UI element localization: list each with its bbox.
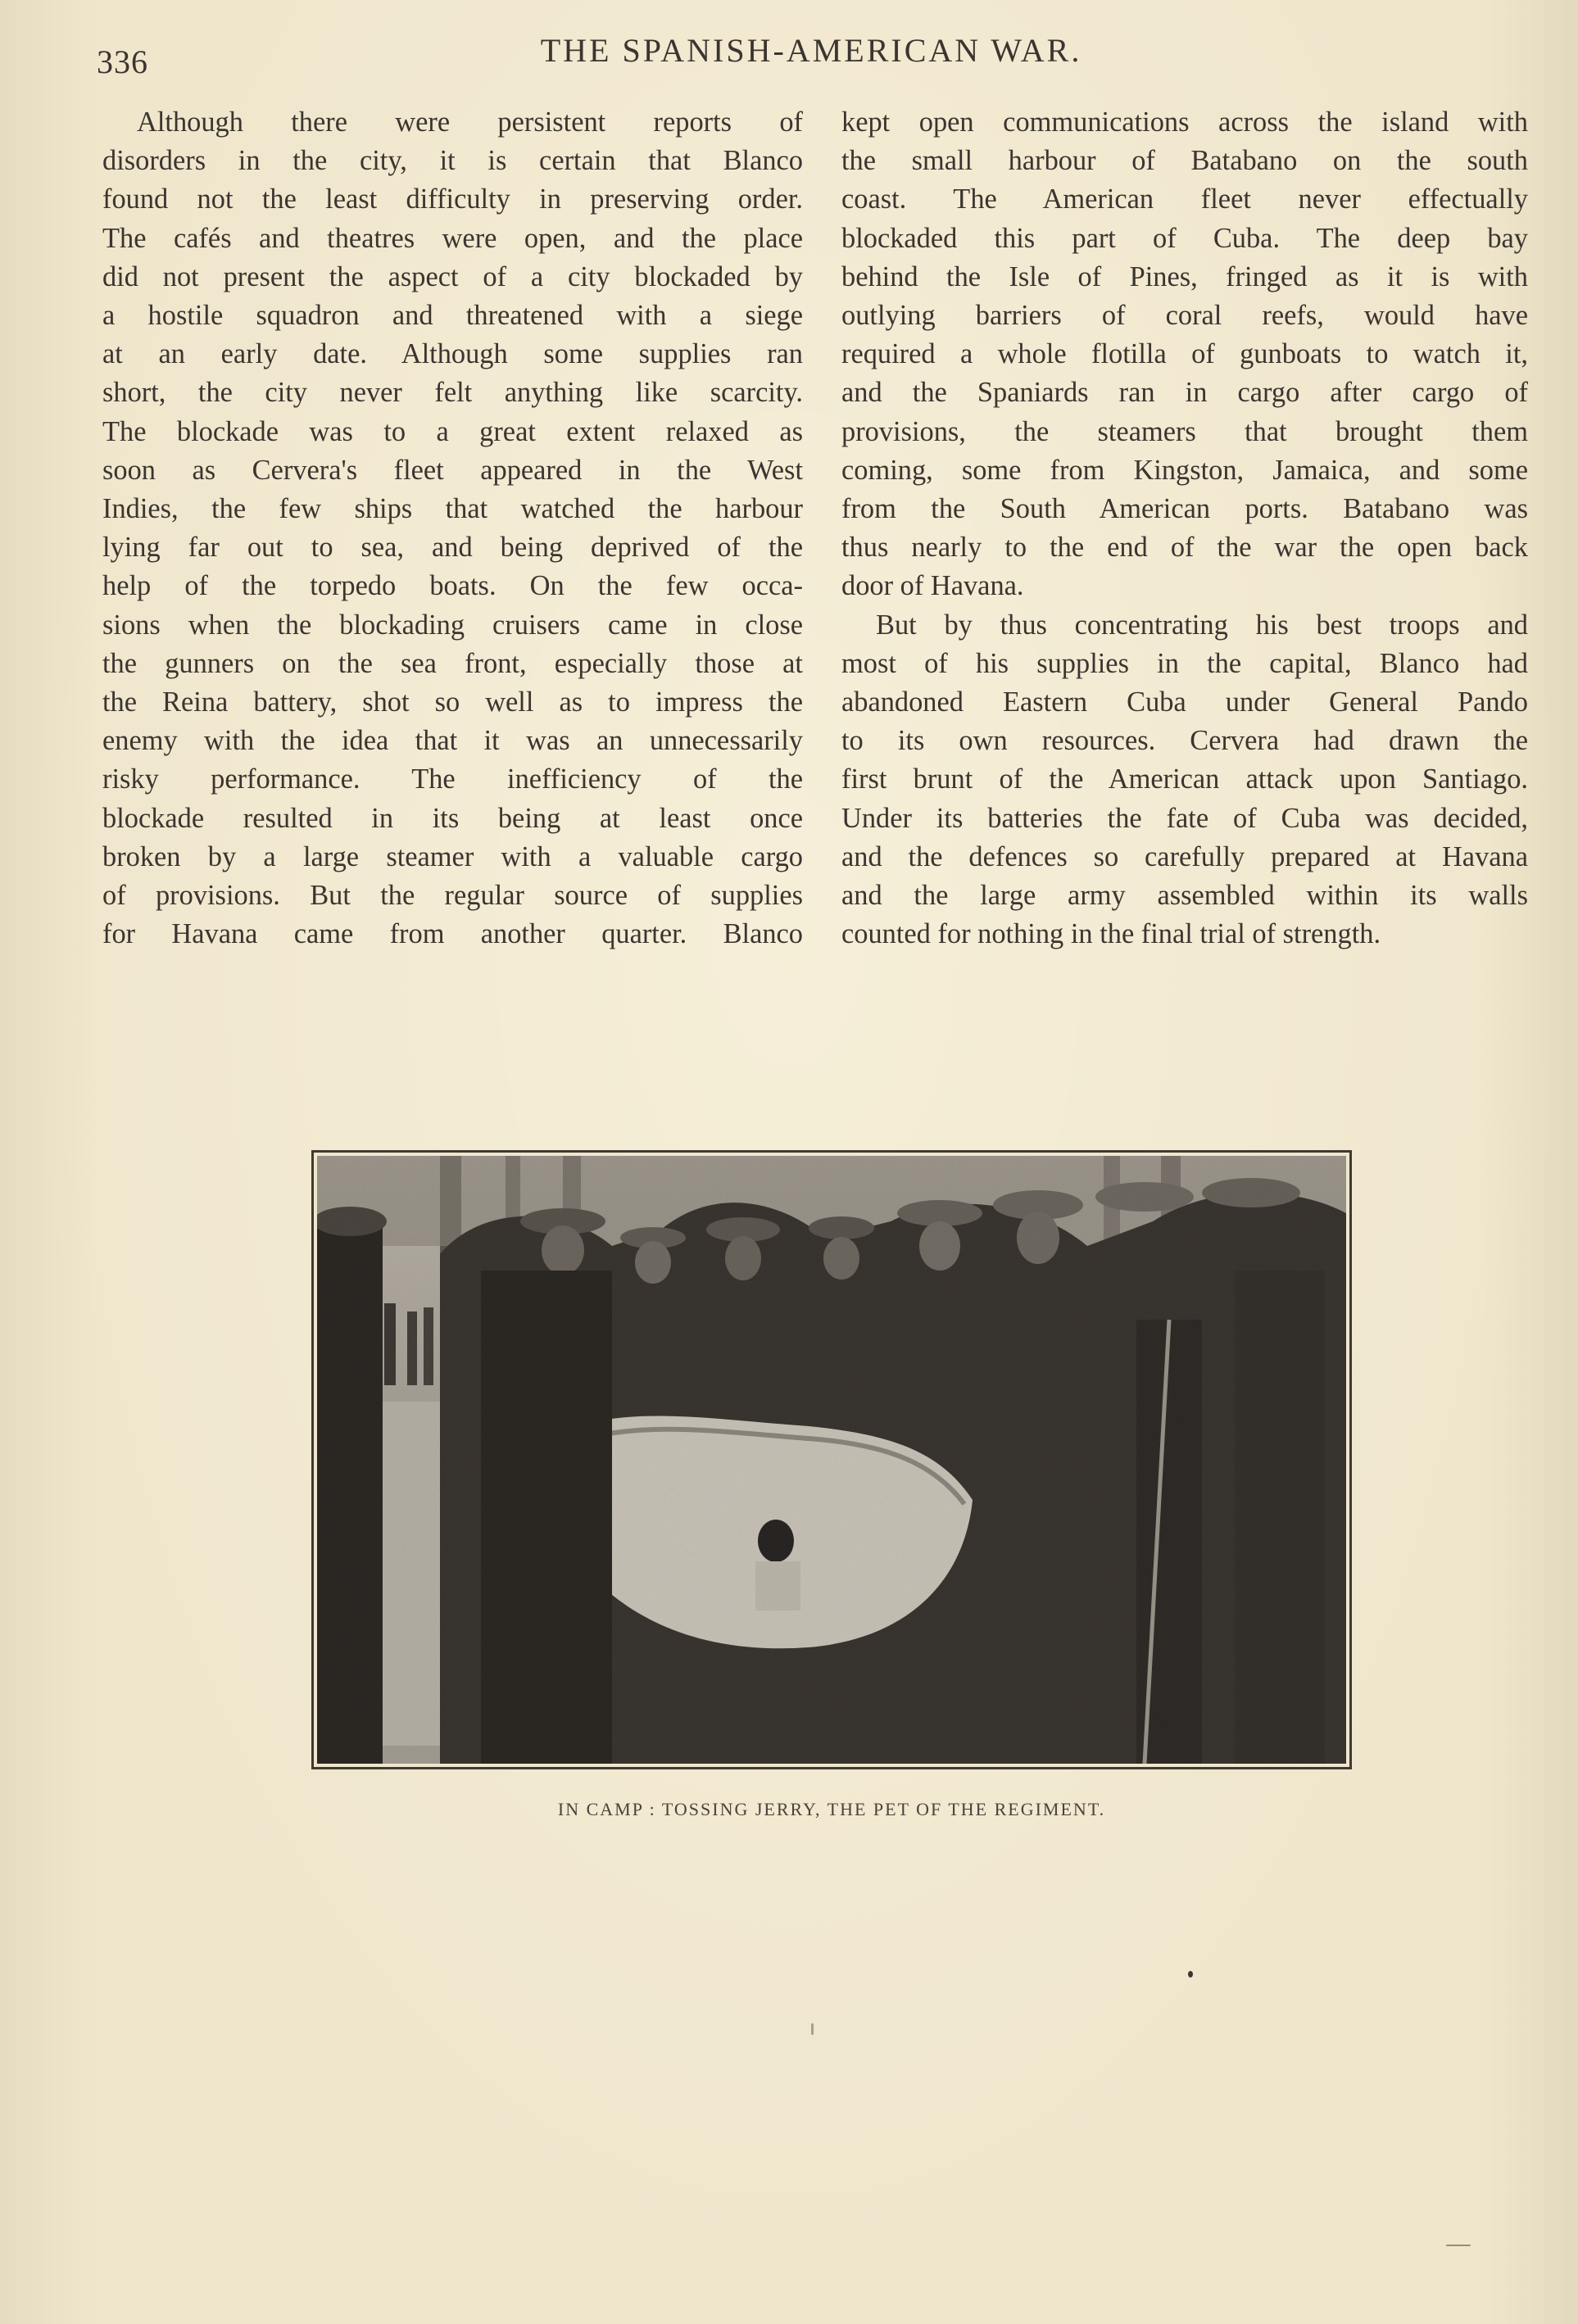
text-line: door of Havana. [841,570,1024,602]
text-line: counted for nothing in the final trial of strength. [841,918,1381,950]
text-line: to its own resources. Cervera had drawn the [841,725,1528,757]
text-line: short, the city never felt anything like scarcity. [102,377,803,409]
text-line: blockaded this part of Cuba. The deep bay [841,222,1528,254]
text-line: outlying barriers of coral reefs, would have [841,300,1528,332]
text-line: for Havana came from another quarter. Blanco [102,918,803,950]
text-line: blockade resulted in its being at least once [102,802,803,834]
ink-speck [1446,2245,1471,2246]
text-line: did not present the aspect of a city blockaded by [102,260,803,292]
right-text-column [841,103,1528,954]
text-line: help of the torpedo boats. On the few occa- [102,570,803,602]
ink-speck [1188,1971,1193,1977]
text-line: The cafés and theatres were open, and the place [102,222,803,254]
left-text-column [102,103,803,954]
text-line: coming, some from Kingston, Jamaica, and some [841,454,1528,486]
text-line: at an early date. Although some supplies ran [102,338,803,370]
text-line: enemy with the idea that it was an unnecessarily [102,725,803,757]
text-line: a hostile squadron and threatened with a siege [102,300,803,332]
text-line: of provisions. But the regular source of supplies [102,880,803,912]
text-line: Indies, the few ships that watched the harbour [102,493,803,525]
page-number: 336 [97,43,148,80]
text-line: lying far out to sea, and being deprived of the [102,532,803,564]
text-line: abandoned Eastern Cuba under General Pando [841,686,1528,718]
running-title: THE SPANISH-AMERICAN WAR. [540,32,1082,69]
figure-caption: IN CAMP : TOSSING JERRY, THE PET OF THE REGIMENT. [557,1799,1106,1819]
text-line: and the large army assembled within its walls [841,880,1528,912]
text-line: provisions, the steamers that brought them [841,415,1528,447]
text-line: coast. The American fleet never effectually [841,183,1528,215]
photo-figure [311,1150,1352,1769]
text-line: disorders in the city, it is certain that Blanco [102,145,803,177]
text-line: from the South American ports. Batabano was [841,493,1528,525]
text-line: and the Spaniards ran in cargo after cargo of [841,377,1528,409]
ink-speck [811,2023,814,2035]
text-line: soon as Cervera's fleet appeared in the West [102,454,803,486]
text-line: kept open communications across the island with [841,106,1528,138]
text-line: found not the least difficulty in preserving order. [102,183,803,215]
text-line: sions when the blockading cruisers came in close [102,609,803,641]
text-line: the gunners on the sea front, especially those at [102,647,803,679]
text-line: most of his supplies in the capital, Blanco had [841,647,1528,679]
text-line: and the defences so carefully prepared at Havana [841,840,1528,872]
text-line: Although there were persistent reports of [137,106,803,138]
text-line: The blockade was to a great extent relaxed as [102,415,803,447]
text-line: thus nearly to the end of the war the open back [841,532,1528,564]
text-line: broken by a large steamer with a valuable cargo [102,840,803,872]
text-line: But by thus concentrating his best troops and [876,609,1528,641]
text-line: Under its batteries the fate of Cuba was decided, [841,802,1528,834]
text-line: behind the Isle of Pines, fringed as it is with [841,260,1528,292]
text-line: first brunt of the American attack upon Santiago. [841,763,1528,795]
camp-photograph [317,1156,1346,1764]
text-line: required a whole flotilla of gunboats to watch it, [841,338,1528,370]
text-line: the small harbour of Batabano on the south [841,145,1528,177]
text-line: the Reina battery, shot so well as to impress the [102,686,803,718]
text-line: risky performance. The inefficiency of the [102,763,803,795]
